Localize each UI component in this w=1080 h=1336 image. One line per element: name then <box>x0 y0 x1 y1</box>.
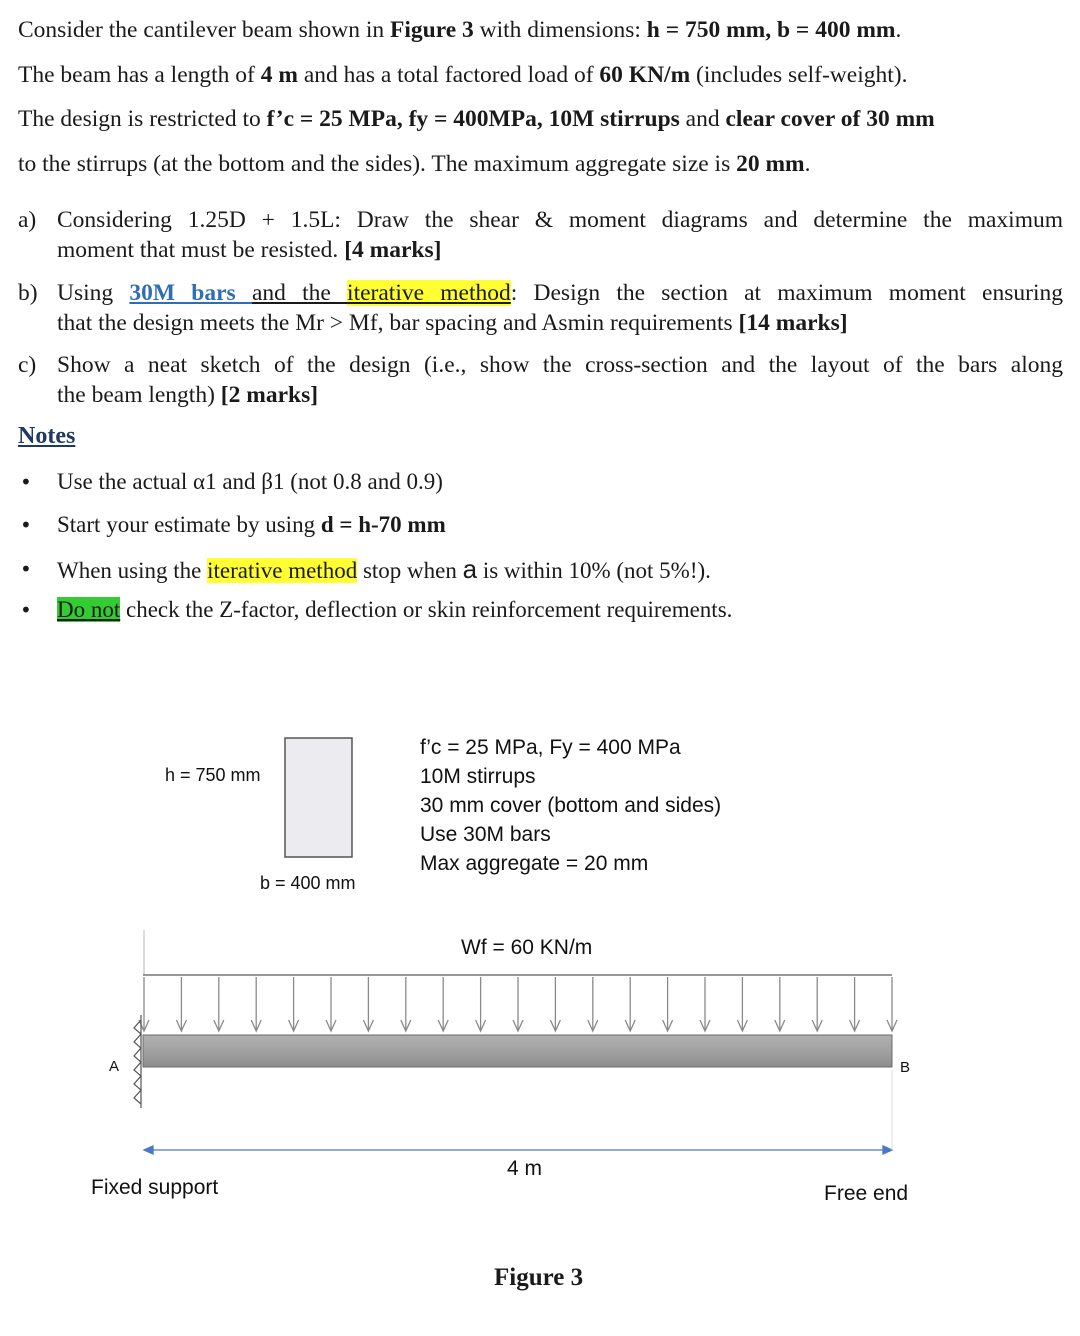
bars-link[interactable]: 30M bars <box>129 280 252 306</box>
question-c-line-2: the beam length) [2 marks] <box>57 382 319 408</box>
intro-line-3: The design is restricted to f’c = 25 MPa, fy = 400MPa, 10M stirrups and clear cover of 30 mm <box>18 106 935 132</box>
question-c-label: c) <box>18 352 37 378</box>
intro-line-4: to the stirrups (at the bottom and the sides). The maximum aggregate size is 20 mm. <box>18 150 811 177</box>
length-label: 4 m <box>507 1157 543 1180</box>
notes-heading: Notes <box>18 423 76 449</box>
cross-section-rect <box>285 738 352 857</box>
bullet-icon: • <box>20 598 32 622</box>
question-c-line-1: Show a neat sketch of the design (i.e., show the cross-section and the layout of the bars along <box>57 352 1063 378</box>
intro-line-2: The beam has a length of 4 m and has a total factored load of 60 KN/m (includes self-weight). <box>18 61 908 88</box>
iterative-method-highlight-2: iterative method <box>207 558 358 583</box>
question-a-line-1: Considering 1.25D + 1.5L: Draw the shear & moment diagrams and determine the maximum <box>57 207 1063 233</box>
property-item: 10M stirrups <box>420 765 536 788</box>
h-dimension-label: h = 750 mm <box>165 765 261 785</box>
intro-line-1: Consider the cantilever beam shown in Figure 3 with dimensions: h = 750 mm, b = 400 mm. <box>18 17 902 43</box>
beam <box>143 1035 892 1067</box>
fixed-support-icon <box>134 1015 141 1108</box>
property-item: Use 30M bars <box>420 823 551 846</box>
property-item: f’c = 25 MPa, Fy = 400 MPa <box>420 736 681 759</box>
property-item: Max aggregate = 20 mm <box>420 852 649 875</box>
question-a-line-2: moment that must be resisted. [4 marks] <box>57 237 442 263</box>
question-b-line-1: Using 30M bars and the iterative method: Design the section at maximum moment ensuring <box>57 280 1063 306</box>
bullet-icon: • <box>20 557 32 581</box>
iterative-method-highlight: iterative method <box>347 280 511 306</box>
fixed-support-label: Fixed support <box>91 1176 219 1199</box>
bullet-icon: • <box>20 470 32 494</box>
property-item: 30 mm cover (bottom and sides) <box>420 794 722 817</box>
length-dimension <box>144 1146 892 1154</box>
question-b-line-2: that the design meets the Mr > Mf, bar spacing and Asmin requirements [14 marks] <box>57 310 848 336</box>
figure-caption: Figure 3 <box>494 1264 584 1291</box>
question-a-label: a) <box>18 207 37 233</box>
b-dimension-label: b = 400 mm <box>260 873 356 893</box>
question-b-label: b) <box>18 280 38 306</box>
load-arrows <box>139 977 897 1031</box>
bullet-icon: • <box>20 513 32 537</box>
load-label: Wf = 60 KN/m <box>461 936 593 959</box>
free-end-label: Free end <box>824 1182 909 1205</box>
do-not-highlight: Do not <box>57 597 121 622</box>
point-b-label: B <box>900 1059 911 1076</box>
point-a-label: A <box>109 1058 120 1075</box>
